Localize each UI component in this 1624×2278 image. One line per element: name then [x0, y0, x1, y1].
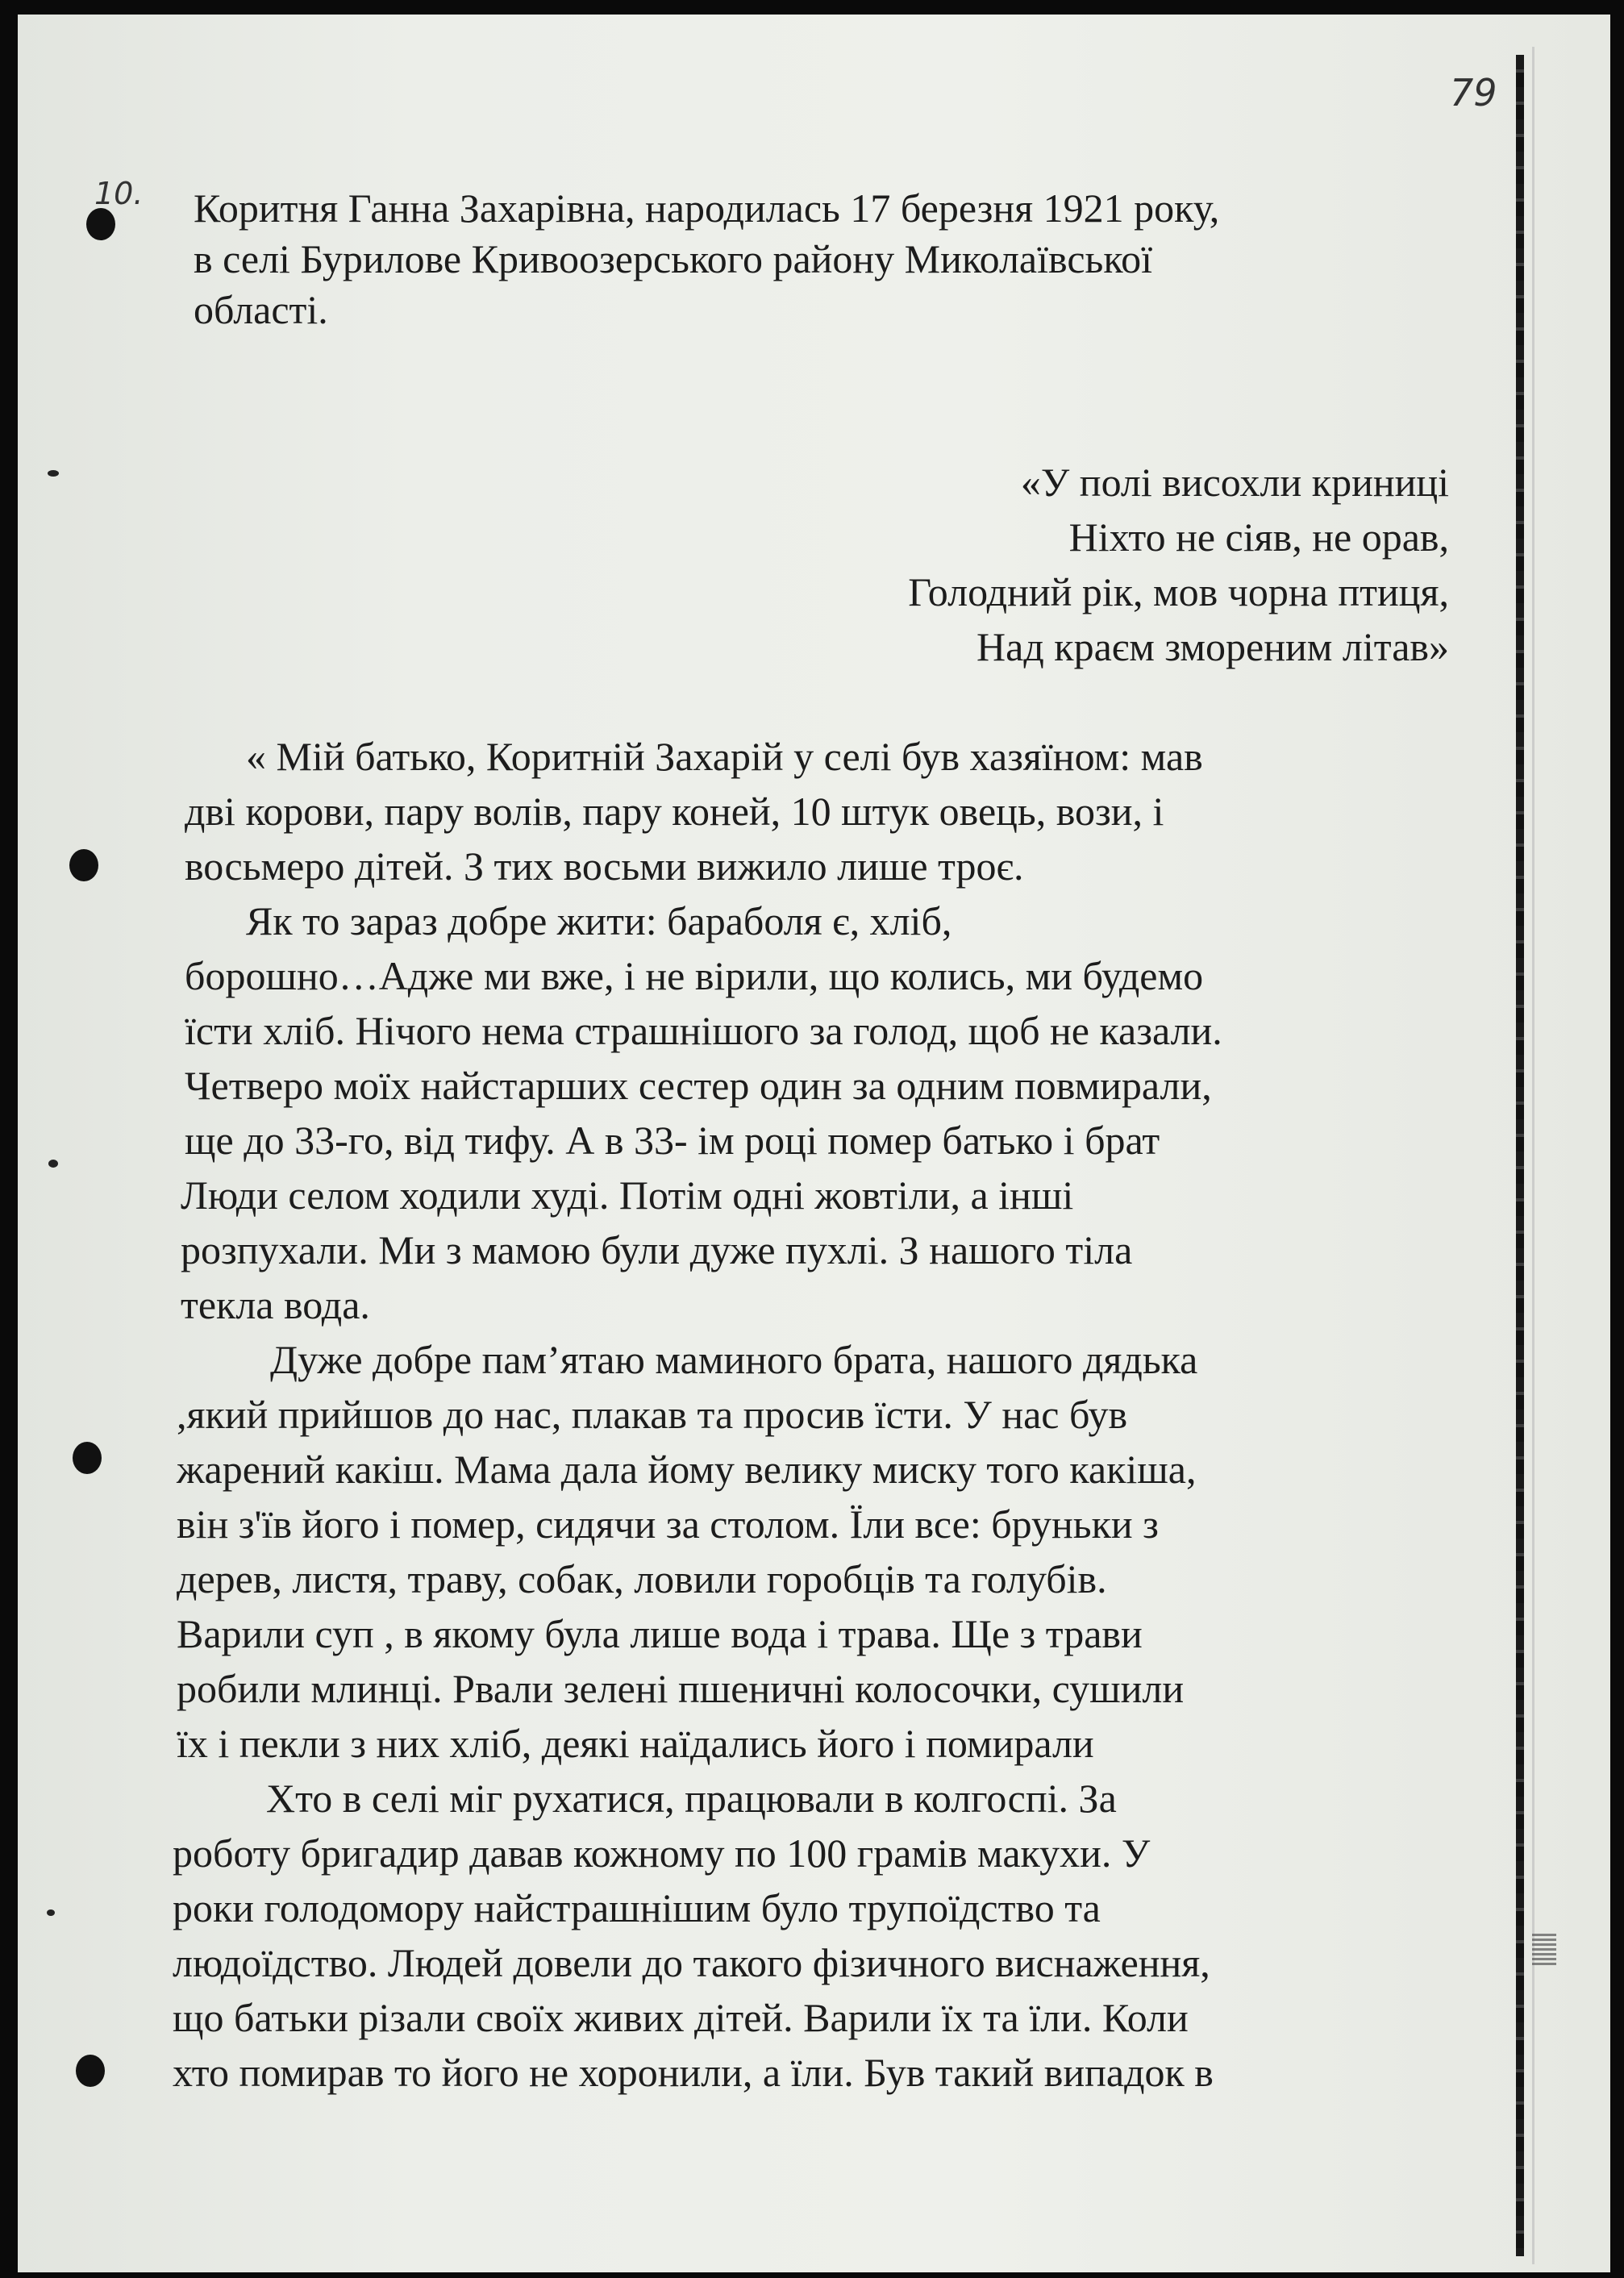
poem-line: Над краєм змореним літав»: [976, 624, 1449, 669]
header-line: Коритня Ганна Захарівна, народилась 17 березня 1921 року,: [194, 185, 1220, 231]
header-line: області.: [194, 287, 328, 332]
body-line: борошно…Адже ми вже, і не вірили, що колись, ми будемо: [185, 953, 1204, 998]
page-number: 79: [1450, 71, 1497, 115]
body-line: розпухали. Ми з мамою були дуже пухлі. З нашого тіла: [181, 1227, 1133, 1272]
punch-hole: [86, 208, 115, 240]
body-line: людоїдство. Людей довели до такого фізичного виснаження,: [173, 1940, 1210, 1985]
document-page: [18, 15, 1610, 2272]
body-line: Люди селом ходили худі. Потім одні жовтіли, а інші: [181, 1172, 1074, 1218]
body-line: роботу бригадир давав кожному по 100 грамів макухи. У: [173, 1830, 1151, 1876]
poem-line: Голодний рік, мов чорна птиця,: [908, 569, 1449, 614]
ink-speck: [48, 470, 59, 477]
binding-edge-shadow: [1532, 47, 1534, 2264]
body-line: ,який прийшов до нас, плакав та просив їсти. У нас був: [177, 1392, 1128, 1437]
body-line: Як то зараз добре жити: бараболя є, хліб,: [246, 898, 952, 943]
body-line: Варили суп , в якому була лише вода і трава. Ще з трави: [177, 1611, 1143, 1656]
body-line: Четверо моїх найстарших сестер один за одним повмирали,: [185, 1063, 1212, 1108]
body-line: їх і пекли з них хліб, деякі наїдались його і помирали: [177, 1721, 1094, 1766]
body-line: текла вода.: [181, 1282, 370, 1327]
binding-edge: [1516, 55, 1524, 2256]
ink-speck: [48, 1160, 58, 1168]
body-line: Дуже добре пам’ятаю маминого брата, нашого дядька: [270, 1337, 1198, 1382]
body-line: « Мій батько, Коритній Захарій у селі був хазяїном: мав: [246, 734, 1203, 779]
body-line: Хто в селі міг рухатися, працювали в колгоспі. За: [266, 1776, 1117, 1821]
punch-hole: [76, 2055, 105, 2087]
body-line: він з'їв його і помер, сидячи за столом. Їли все: бруньки з: [177, 1501, 1159, 1547]
body-line: робили млинці. Рвали зелені пшеничні колосочки, сушили: [177, 1666, 1185, 1711]
body-line: жарений какіш. Мама дала йому велику миску того какіша,: [177, 1447, 1197, 1492]
header-line: в селі Бурилове Кривоозерського району Миколаївської: [194, 236, 1152, 281]
body-line: що батьки різали своїх живих дітей. Варили їх та їли. Коли: [173, 1995, 1189, 2040]
ink-speck: [47, 1909, 55, 1916]
body-line: восьмеро дітей. З тих восьми вижило лише троє.: [185, 843, 1024, 889]
body-line: ще до 33-го, від тифу. А в 33- ім році помер батько і брат: [185, 1118, 1160, 1163]
punch-hole: [73, 1442, 102, 1474]
body-line: дві корови, пару волів, пару коней, 10 штук овець, вози, і: [185, 789, 1164, 834]
body-line: дерев, листя, траву, собак, ловили горобців та голубів.: [177, 1556, 1107, 1601]
body-line: роки голодомору найстрашнішим було трупоїдство та: [173, 1885, 1101, 1930]
poem-line: Ніхто не сіяв, не орав,: [1068, 514, 1449, 560]
item-number: 10.: [94, 176, 144, 211]
body-line: хто помирав то його не хоронили, а їли. Був такий випадок в: [173, 2050, 1214, 2095]
poem-line: «У полі висохли криниці: [1020, 460, 1449, 505]
body-line: їсти хліб. Нічого нема страшнішого за голод, щоб не казали.: [185, 1008, 1222, 1053]
punch-hole: [69, 849, 98, 881]
stamp-mark: [1532, 1934, 1556, 1966]
